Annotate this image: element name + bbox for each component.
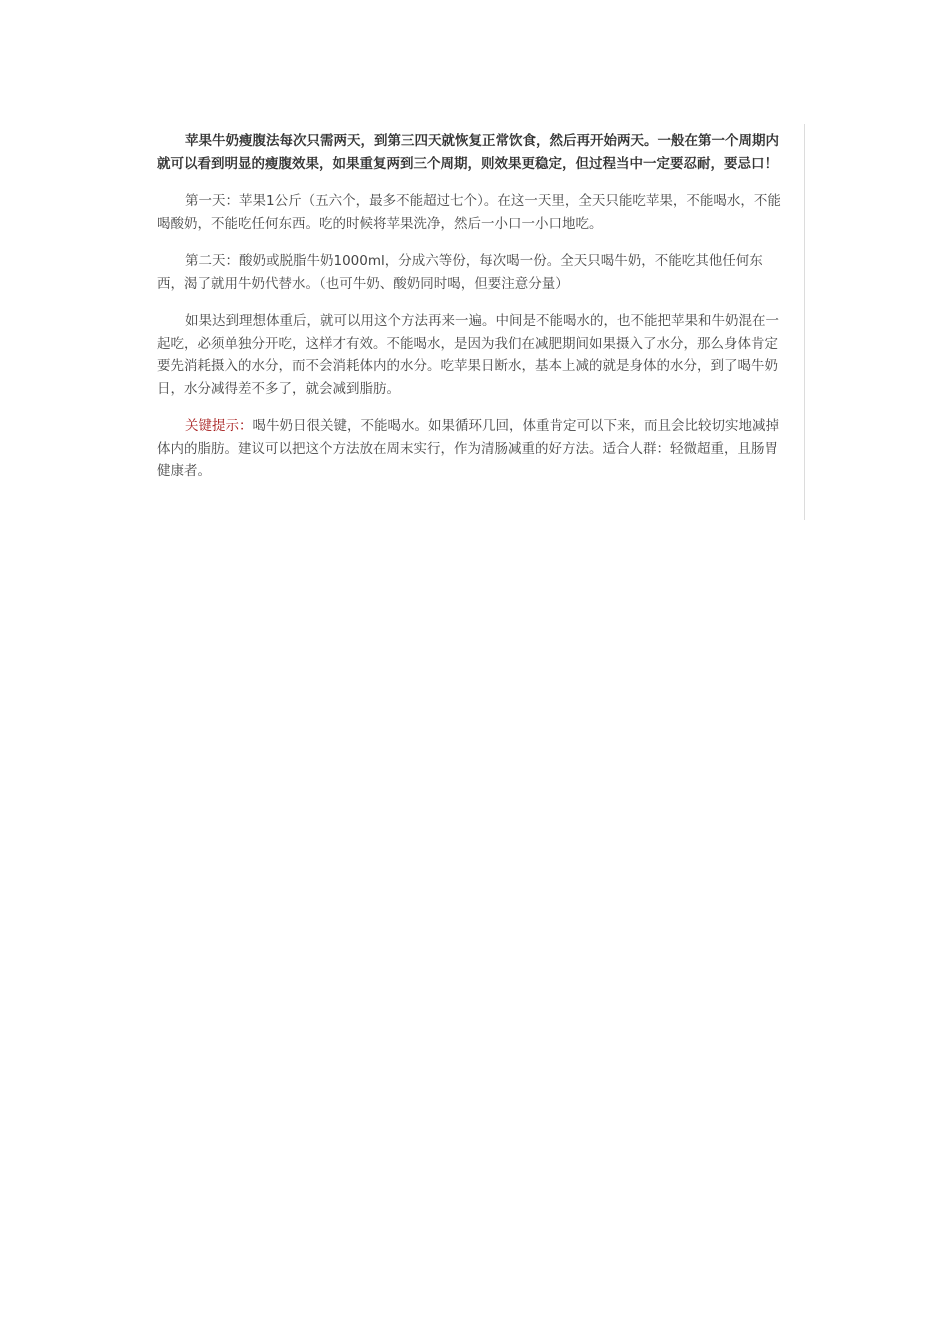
vertical-divider	[804, 124, 805, 520]
article-body	[157, 130, 783, 498]
intro-paragraph: 苹果牛奶瘦腹法每次只需两天，到第三四天就恢复正常饮食，然后再开始两天。一般在第一个周期内就可以看到明显的瘦腹效果，如果重复两到三个周期，则效果更稳定，但过程当中一定要忍耐，要忌口！	[157, 133, 779, 172]
key-tip-text: 喝牛奶日很关键，不能喝水。如果循环几回，体重肯定可以下来，而且会比较切实地减掉体内的脂肪。建议可以把这个方法放在周末实行，作为清肠减重的好方法。适合人群：轻微超重，且肠胃健康者。	[157, 418, 779, 479]
key-tip-paragraph	[157, 415, 783, 483]
day-two-paragraph: 第二天：酸奶或脱脂牛奶1000ml，分成六等份，每次喝一份。全天只喝牛奶，不能吃其他任何东西，渴了就用牛奶代替水。（也可牛奶、酸奶同时喝，但要注意分量）	[157, 253, 763, 292]
repeat-paragraph: 如果达到理想体重后，就可以用这个方法再来一遍。中间是不能喝水的，也不能把苹果和牛奶混在一起吃，必须单独分开吃，这样才有效。不能喝水，是因为我们在减肥期间如果摄入了水分，那么身体肯定要先消耗摄入的水分，而不会消耗体内的水分。吃苹果日断水，基本上减的就是身体的水分，到了喝牛奶日，水分减得差不多了，就会减到脂肪。	[157, 313, 779, 397]
day-one-paragraph: 第一天：苹果1公斤（五六个，最多不能超过七个）。在这一天里，全天只能吃苹果，不能喝水，不能喝酸奶，不能吃任何东西。吃的时候将苹果洗净，然后一小口一小口地吃。	[157, 193, 781, 232]
key-tip-label: 关键提示：	[185, 418, 253, 434]
